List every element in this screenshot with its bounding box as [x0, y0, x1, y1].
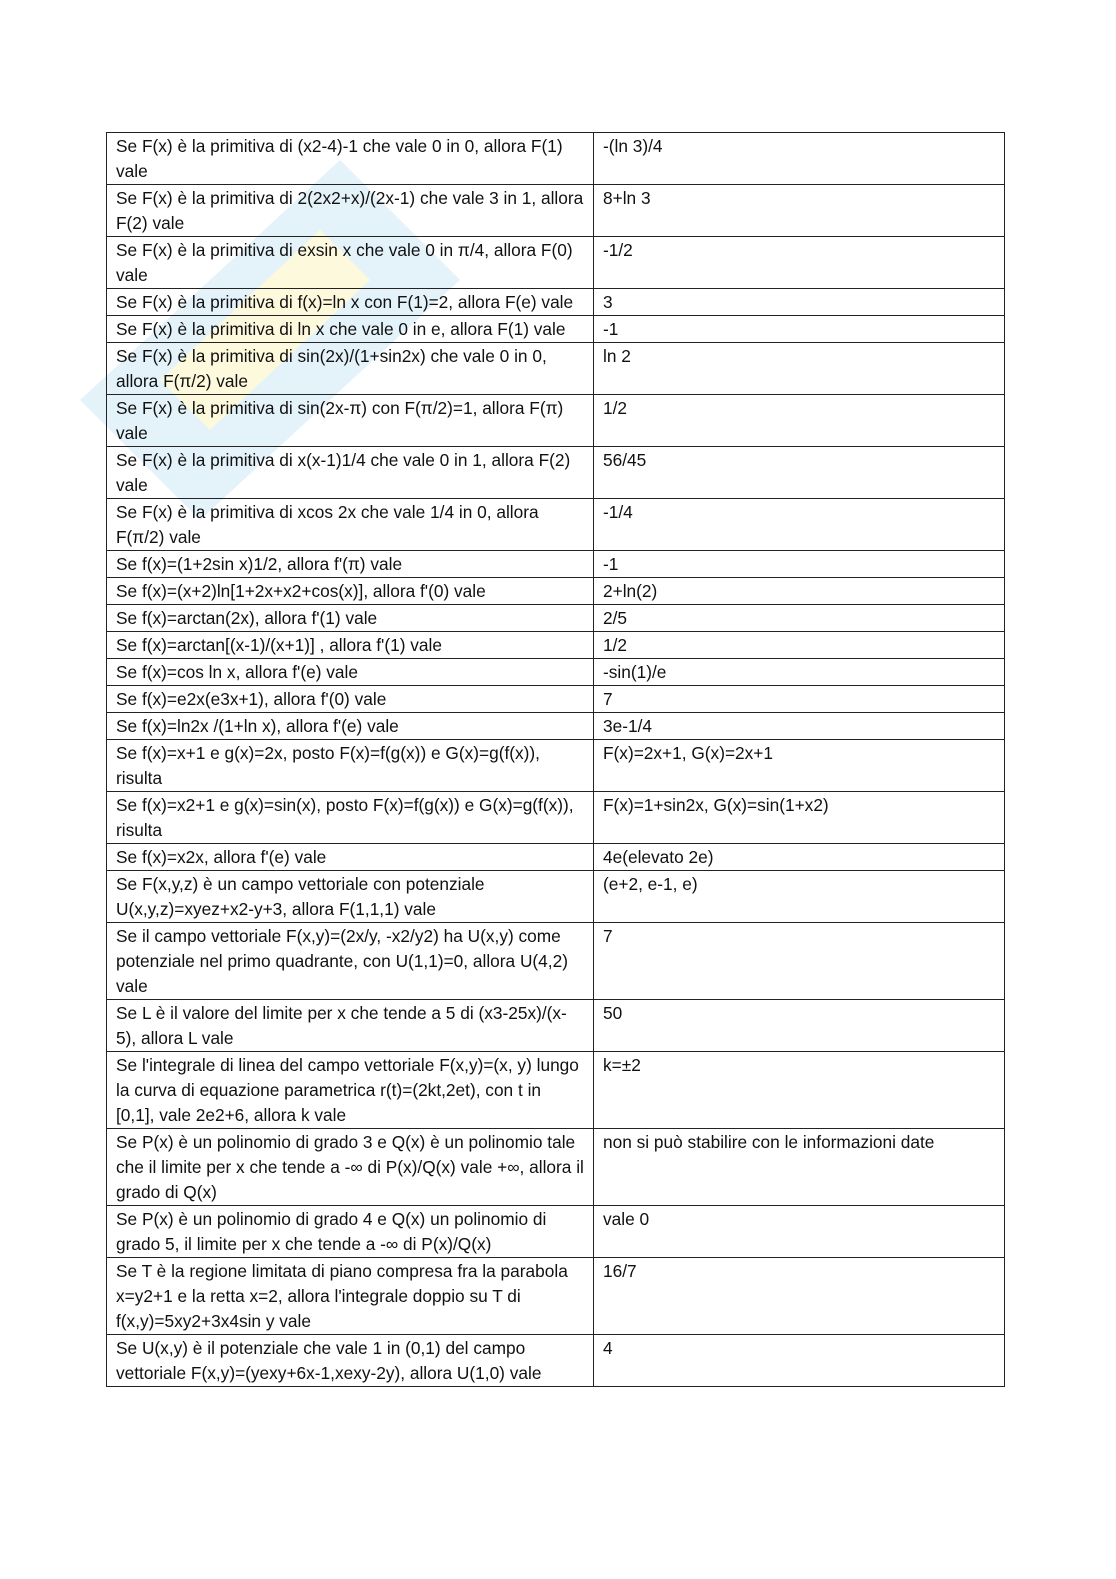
question-cell: Se F(x,y,z) è un campo vettoriale con potenziale U(x,y,z)=xyez+x2-y+3, allora F(1,1,1) vale [107, 871, 594, 923]
question-cell: Se P(x) è un polinomio di grado 4 e Q(x) un polinomio di grado 5, il limite per x che tende a -∞ di P(x)/Q(x) [107, 1206, 594, 1258]
table-row [107, 1258, 1005, 1335]
table-row [107, 923, 1005, 1000]
answer-cell: 1/2 [594, 632, 1005, 659]
question-cell: Se P(x) è un polinomio di grado 3 e Q(x) è un polinomio tale che il limite per x che tende a -∞ di P(x)/Q(x) vale +∞, allora il grado di Q(x) [107, 1129, 594, 1206]
table-row [107, 871, 1005, 923]
answer-cell: -1 [594, 551, 1005, 578]
table-row [107, 686, 1005, 713]
answer-cell: -1 [594, 316, 1005, 343]
table-row [107, 395, 1005, 447]
question-cell: Se f(x)=x2x, allora f'(e) vale [107, 844, 594, 871]
question-cell: Se F(x) è la primitiva di xcos 2x che vale 1/4 in 0, allora F(π/2) vale [107, 499, 594, 551]
question-cell: Se l'integrale di linea del campo vettoriale F(x,y)=(x, y) lungo la curva di equazione parametrica r(t)=(2kt,2et), con t in [0,1], vale 2e2+6, allora k vale [107, 1052, 594, 1129]
question-cell: Se F(x) è la primitiva di ln x che vale 0 in e, allora F(1) vale [107, 316, 594, 343]
table-row [107, 289, 1005, 316]
question-cell: Se F(x) è la primitiva di sin(2x-π) con F(π/2)=1, allora F(π) vale [107, 395, 594, 447]
table-row [107, 343, 1005, 395]
table-row [107, 316, 1005, 343]
table-row [107, 605, 1005, 632]
answer-cell: 50 [594, 1000, 1005, 1052]
answer-cell: 16/7 [594, 1258, 1005, 1335]
question-cell: Se U(x,y) è il potenziale che vale 1 in (0,1) del campo vettoriale F(x,y)=(yexy+6x-1,xexy-2y), allora U(1,0) vale [107, 1335, 594, 1387]
qa-table-body [107, 133, 1005, 1387]
answer-cell: ln 2 [594, 343, 1005, 395]
question-cell: Se f(x)=e2x(e3x+1), allora f'(0) vale [107, 686, 594, 713]
question-cell: Se L è il valore del limite per x che tende a 5 di (x3-25x)/(x-5), allora L vale [107, 1000, 594, 1052]
table-row [107, 185, 1005, 237]
answer-cell: 56/45 [594, 447, 1005, 499]
question-cell: Se F(x) è la primitiva di 2(2x2+x)/(2x-1) che vale 3 in 1, allora F(2) vale [107, 185, 594, 237]
question-cell: Se F(x) è la primitiva di f(x)=ln x con F(1)=2, allora F(e) vale [107, 289, 594, 316]
question-cell: Se f(x)=cos ln x, allora f'(e) vale [107, 659, 594, 686]
table-row [107, 551, 1005, 578]
answer-cell: vale 0 [594, 1206, 1005, 1258]
question-cell: Se F(x) è la primitiva di exsin x che vale 0 in π/4, allora F(0) vale [107, 237, 594, 289]
answer-cell: -1/4 [594, 499, 1005, 551]
table-row [107, 1000, 1005, 1052]
question-cell: Se il campo vettoriale F(x,y)=(2x/y, -x2/y2) ha U(x,y) come potenziale nel primo quadrante, con U(1,1)=0, allora U(4,2) vale [107, 923, 594, 1000]
table-row [107, 237, 1005, 289]
table-row [107, 1052, 1005, 1129]
question-cell: Se F(x) è la primitiva di sin(2x)/(1+sin2x) che vale 0 in 0, allora F(π/2) vale [107, 343, 594, 395]
answer-cell: 3 [594, 289, 1005, 316]
table-row [107, 713, 1005, 740]
question-cell: Se f(x)=ln2x /(1+ln x), allora f'(e) vale [107, 713, 594, 740]
question-cell: Se f(x)=(x+2)ln[1+2x+x2+cos(x)], allora f'(0) vale [107, 578, 594, 605]
question-cell: Se F(x) è la primitiva di x(x-1)1/4 che vale 0 in 1, allora F(2) vale [107, 447, 594, 499]
table-row [107, 659, 1005, 686]
answer-cell: 4 [594, 1335, 1005, 1387]
answer-cell: 2/5 [594, 605, 1005, 632]
qa-table [106, 132, 1005, 1387]
answer-cell: -sin(1)/e [594, 659, 1005, 686]
table-row [107, 740, 1005, 792]
table-row [107, 499, 1005, 551]
table-row [107, 133, 1005, 185]
table-row [107, 578, 1005, 605]
answer-cell: 8+ln 3 [594, 185, 1005, 237]
table-row [107, 447, 1005, 499]
table-row [107, 1335, 1005, 1387]
answer-cell: k=±2 [594, 1052, 1005, 1129]
answer-cell: F(x)=2x+1, G(x)=2x+1 [594, 740, 1005, 792]
answer-cell: F(x)=1+sin2x, G(x)=sin(1+x2) [594, 792, 1005, 844]
answer-cell: 2+ln(2) [594, 578, 1005, 605]
question-cell: Se f(x)=x2+1 e g(x)=sin(x), posto F(x)=f(g(x)) e G(x)=g(f(x)), risulta [107, 792, 594, 844]
table-row [107, 844, 1005, 871]
answer-cell: -1/2 [594, 237, 1005, 289]
question-cell: Se f(x)=arctan[(x-1)/(x+1)] , allora f'(1) vale [107, 632, 594, 659]
answer-cell: (e+2, e-1, e) [594, 871, 1005, 923]
answer-cell: non si può stabilire con le informazioni date [594, 1129, 1005, 1206]
question-cell: Se f(x)=(1+2sin x)1/2, allora f'(π) vale [107, 551, 594, 578]
question-cell: Se f(x)=x+1 e g(x)=2x, posto F(x)=f(g(x)) e G(x)=g(f(x)), risulta [107, 740, 594, 792]
answer-cell: 4e(elevato 2e) [594, 844, 1005, 871]
answer-cell: 3e-1/4 [594, 713, 1005, 740]
answer-cell: 7 [594, 923, 1005, 1000]
table-row [107, 1206, 1005, 1258]
question-cell: Se T è la regione limitata di piano compresa fra la parabola x=y2+1 e la retta x=2, allora l'integrale doppio su T di f(x,y)=5xy2+3x4sin y vale [107, 1258, 594, 1335]
answer-cell: -(ln 3)/4 [594, 133, 1005, 185]
answer-cell: 7 [594, 686, 1005, 713]
table-row [107, 632, 1005, 659]
answer-cell: 1/2 [594, 395, 1005, 447]
question-cell: Se f(x)=arctan(2x), allora f'(1) vale [107, 605, 594, 632]
table-row [107, 1129, 1005, 1206]
table-row [107, 792, 1005, 844]
question-cell: Se F(x) è la primitiva di (x2-4)-1 che vale 0 in 0, allora F(1) vale [107, 133, 594, 185]
